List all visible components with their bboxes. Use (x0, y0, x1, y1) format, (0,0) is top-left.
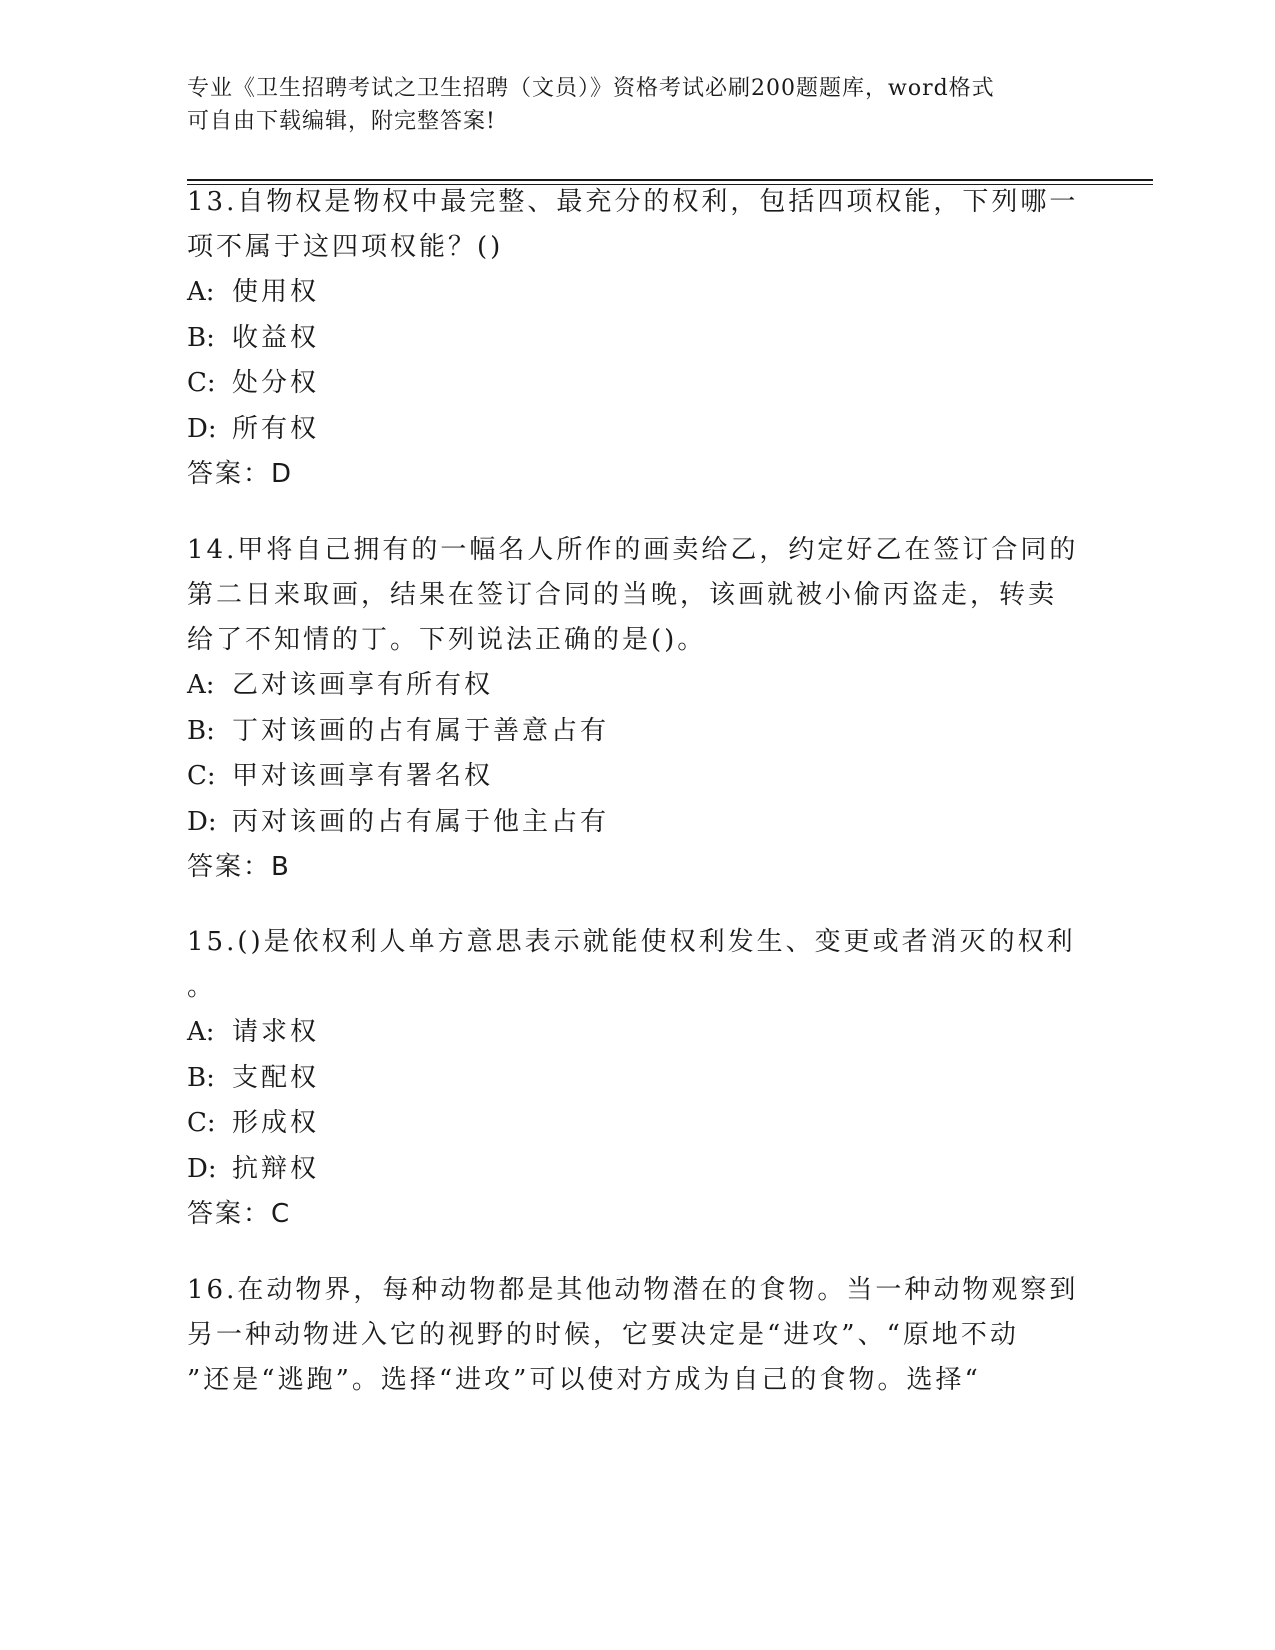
question-line: 。 (187, 972, 217, 1002)
option-letter: D: (187, 806, 217, 837)
header-line-2: 可自由下载编辑，附完整答案! (187, 109, 496, 134)
question-text (187, 180, 1087, 270)
header-line-1: 专业《卫生招聘考试之卫生招聘（文员）》资格考试必刷200题题库，word格式 (187, 76, 995, 101)
question-15 (187, 920, 1087, 1237)
option-letter: A: (187, 1017, 215, 1047)
option-d (187, 1147, 1087, 1193)
option-text: 使用权 (232, 277, 320, 307)
answer: 答案：D (187, 459, 294, 489)
question-13 (187, 180, 1087, 497)
option-c (187, 754, 1087, 800)
option-letter: D: (187, 413, 217, 444)
question-line: 15.()是依权利人单方意思表示就能使权利发生、变更或者消灭的权利 (187, 927, 1076, 957)
option-letter: C: (187, 761, 216, 791)
option-letter: D: (187, 1153, 217, 1184)
document-header (187, 72, 1087, 138)
question-text (187, 528, 1087, 663)
option-text: 形成权 (232, 1108, 320, 1138)
option-text: 甲对该画享有署名权 (232, 761, 494, 791)
option-text: 丁对该画的占有属于善意占有 (232, 715, 610, 746)
option-text: 丙对该画的占有属于他主占有 (232, 806, 610, 837)
question-line: 另一种动物进入它的视野的时候，它要决定是“进攻”、“原地不动 (187, 1320, 1019, 1350)
option-letter: C: (187, 1108, 216, 1138)
option-b (187, 1056, 1087, 1102)
option-text: 处分权 (232, 368, 320, 398)
question-text (187, 1268, 1087, 1403)
option-c (187, 1101, 1087, 1147)
option-text: 抗辩权 (232, 1153, 320, 1184)
question-line: 13.自物权是物权中最完整、最充分的权利，包括四项权能，下列哪一 (187, 187, 1079, 217)
option-c (187, 361, 1087, 407)
question-16 (187, 1268, 1087, 1403)
option-letter: B: (187, 322, 215, 353)
question-14 (187, 528, 1087, 890)
option-d (187, 407, 1087, 453)
option-letter: B: (187, 715, 215, 746)
question-line: 14.甲将自己拥有的一幅名人所作的画卖给乙，约定好乙在签订合同的 (187, 535, 1079, 565)
option-b (187, 709, 1087, 755)
answer: 答案：C (187, 1199, 292, 1229)
question-line: 项不属于这四项权能？() (187, 232, 504, 262)
option-a (187, 663, 1087, 709)
question-line: ”还是“逃跑”。选择“进攻”可以使对方成为自己的食物。选择“ (187, 1365, 981, 1395)
option-text: 收益权 (232, 322, 320, 353)
option-text: 所有权 (232, 413, 320, 444)
option-letter: B: (187, 1062, 215, 1093)
option-a (187, 270, 1087, 316)
option-d (187, 800, 1087, 846)
option-b (187, 316, 1087, 362)
option-letter: A: (187, 670, 215, 700)
answer: 答案：B (187, 852, 291, 882)
option-text: 支配权 (232, 1062, 320, 1093)
option-text: 乙对该画享有所有权 (232, 670, 494, 700)
question-text (187, 920, 1087, 1010)
option-text: 请求权 (232, 1017, 320, 1047)
question-line: 16.在动物界，每种动物都是其他动物潜在的食物。当一种动物观察到 (187, 1275, 1079, 1305)
option-letter: C: (187, 368, 216, 398)
option-letter: A: (187, 277, 215, 307)
option-a (187, 1010, 1087, 1056)
question-line: 给了不知情的丁。下列说法正确的是()。 (187, 625, 707, 655)
question-line: 第二日来取画，结果在签订合同的当晚，该画就被小偷丙盗走，转卖 (187, 580, 1058, 610)
